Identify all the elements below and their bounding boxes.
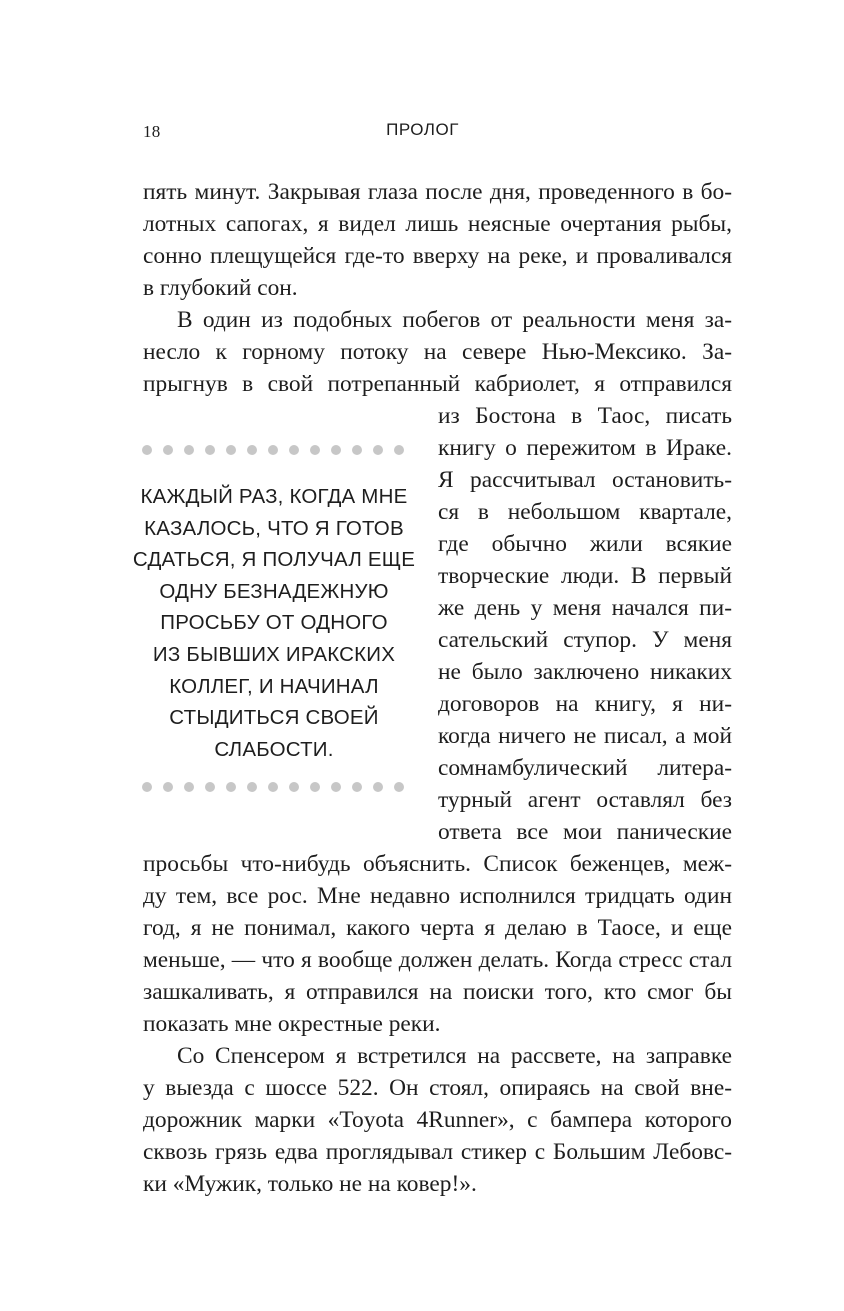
dot-ornament [205,782,215,792]
pullquote-line: ПРОСЬБУ ОТ ОДНОГО [160,611,388,635]
body-text-line: сонно плещущейся где-то вверху на реке, и проваливался [143,243,732,269]
dot-ornament [331,445,341,455]
dot-ornament [394,445,404,455]
body-text-line: показать мне окрестные реки. [143,1011,441,1037]
body-text-line: просьбы что-нибудь объяснить. Список беженцев, меж- [143,851,732,877]
dot-ornament [373,782,383,792]
body-text-line: сквозь грязь едва проглядывал стикер с Большим Лебовс- [143,1139,732,1165]
body-text-line: где обычно жили всякие [438,531,732,557]
body-text-line: книгу о пережитом в Ираке. [438,435,732,461]
dot-ornament [226,782,236,792]
dot-ornament [394,782,404,792]
dot-ornament [247,445,257,455]
dot-ornament [331,782,341,792]
pullquote-line: КАЗАЛОСЬ, ЧТО Я ГОТОВ [144,516,404,540]
dot-ornament [205,445,215,455]
body-text-line: договоров на книгу, я ни- [438,691,732,717]
body-text-line: В один из подобных побегов от реальности меня за- [177,307,732,333]
dot-ornament [184,445,194,455]
dot-ornament [268,782,278,792]
pullquote-dots-bottom [142,782,404,792]
running-head: ПРОЛОГ [386,120,459,139]
body-text-line: год, я не понимал, какого черта я делаю в Таосе, и еще [143,915,732,941]
body-text-line: зашкаливать, я отправился на поиски того, кто смог бы [143,979,732,1005]
dot-ornament [373,445,383,455]
body-text-line: в глубокий сон. [143,275,298,301]
dot-ornament [247,782,257,792]
dot-ornament [163,782,173,792]
dot-ornament [142,445,152,455]
dot-ornament [268,445,278,455]
dot-ornament [184,782,194,792]
dot-ornament [289,445,299,455]
body-text-line: у выезда с шоссе 522. Он стоял, опираясь на свой вне- [143,1075,732,1101]
pullquote-line: СДАТЬСЯ, Я ПОЛУЧАЛ ЕЩЕ [132,548,416,572]
dot-ornament [352,445,362,455]
body-text-line: ки «Мужик, только не на ковер!». [143,1171,477,1197]
body-text-line: пять минут. Закрывая глаза после дня, проведенного в бо- [143,179,732,205]
body-text-line: из Бостона в Таос, писать [438,403,732,429]
page-number: 18 [143,122,161,141]
pullquote-line: КАЖДЫЙ РАЗ, КОГДА МНЕ [140,485,408,508]
body-text-line: сательский ступор. У меня [438,627,732,653]
body-text-line: турный агент оставлял без [438,787,732,813]
dot-ornament [352,782,362,792]
pullquote [127,481,421,765]
body-text-line: меньше, — что я вообще должен делать. Когда стресс стал [143,947,732,973]
body-text-line: ду тем, все рос. Мне недавно исполнился тридцать один [143,883,732,909]
body-text-line: прыгнув в свой потрепанный кабриолет, я отправился [143,371,732,397]
dot-ornament [310,445,320,455]
body-text-line: не было заключено никаких [438,659,732,685]
body-text-line: когда ничего не писал, а мой [438,723,732,749]
pullquote-dots-top [142,445,404,455]
dot-ornament [289,782,299,792]
body-text-line: Я рассчитывал остановить- [438,467,732,493]
body-text-line: же день у меня начался пи- [438,595,732,621]
pullquote-line: СЛАБОСТИ. [214,737,334,761]
body-text-line: лотных сапогах, я видел лишь неясные очертания рыбы, [143,211,732,237]
body-text-line: ся в небольшом квартале, [438,499,732,525]
dot-ornament [226,445,236,455]
body-text-line: сомнамбулический литера- [438,755,732,781]
body-text-line: Со Спенсером я встретился на рассвете, на заправке [177,1043,732,1069]
dot-ornament [142,782,152,792]
pullquote-line: ИЗ БЫВШИХ ИРАКСКИХ [152,642,396,666]
body-text-line: дорожник марки «Toyota 4Runner», с бампера которого [143,1107,732,1133]
body-text-line: ответа все мои панические [438,819,732,845]
dot-ornament [163,445,173,455]
body-text-line: творческие люди. В первый [438,563,732,589]
pullquote-line: ОДНУ БЕЗНАДЕЖНУЮ [159,579,389,603]
dot-ornament [310,782,320,792]
pullquote-line: КОЛЛЕГ, И НАЧИНАЛ [169,674,379,698]
body-text-line: несло к горному потоку на севере Нью-Мексико. За- [143,339,732,365]
pullquote-line: СТЫДИТЬСЯ СВОЕЙ [169,706,379,730]
